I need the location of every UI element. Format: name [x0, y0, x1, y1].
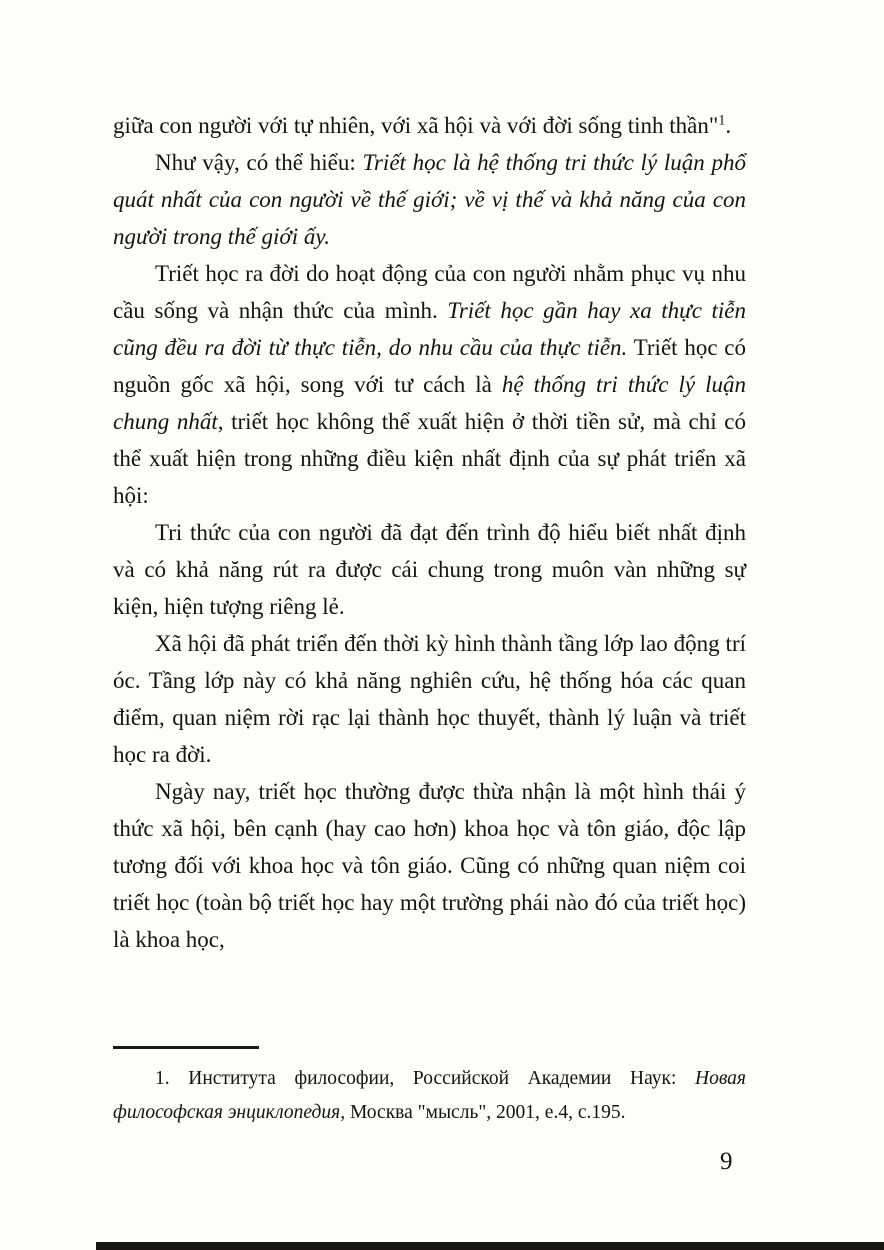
- text-segment: triết học không thể xuất hiện ở thời tiền sử, mà chỉ có thể xuất hiện trong những điều kiện nhất định của sự phát triển xã hội:: [113, 409, 746, 508]
- page-number: 9: [720, 1148, 733, 1175]
- paragraph: [113, 107, 746, 144]
- text-segment: Triết học ra đời do hoạt động của con người nhằm phục vụ nhu cầu sống và nhận thức của mình.: [113, 261, 746, 323]
- text-segment: Như vậy, có thể hiểu:: [155, 150, 363, 175]
- footnote-area: [113, 1046, 746, 1130]
- paragraph: [113, 625, 746, 773]
- footnote-separator: [113, 1046, 259, 1049]
- paragraph: [113, 255, 746, 514]
- scan-artifact-strip: [96, 1242, 884, 1250]
- text-segment: hệ thống tri thức lý luận chung nhất,: [113, 372, 747, 434]
- text-segment: Ngày nay, triết học thường được thừa nhận là một hình thái ý thức xã hội, bên cạnh (hay cao hơn) khoa học và tôn giáo, độc lập tương đối với khoa học và tôn giáo. Cũng có những quan niệm coi triết học (toàn bộ triết học hay một trường phái nào đó của triết học) là khoa học,: [113, 779, 746, 952]
- text-segment: Москва "мысль", 2001, е.4, с.195.: [345, 1102, 626, 1123]
- text-segment: Новая философская энциклопедия,: [113, 1068, 746, 1123]
- text-segment: .: [725, 113, 732, 138]
- footnote-text: [113, 1062, 746, 1130]
- text-segment: Tri thức của con người đã đạt đến trình độ hiểu biết nhất định và có khả năng rút ra được cái chung trong muôn vàn những sự kiện, hiện tượng riêng lẻ.: [113, 520, 746, 619]
- page-body-text: [113, 107, 746, 958]
- text-segment: 1: [718, 112, 726, 129]
- text-segment: Triết học có nguồn gốc xã hội, song với tư cách là: [113, 335, 746, 397]
- paragraph: [113, 144, 746, 255]
- text-segment: 1. Института философии, Российской Академии Наук:: [155, 1068, 696, 1089]
- text-segment: Triết học là hệ thống tri thức lý luận phổ quát nhất của con người về thế giới; về vị thế và khả năng của con người trong thế giới ấy.: [113, 150, 746, 249]
- paragraph: [113, 773, 746, 958]
- text-segment: Triết học gần hay xa thực tiễn cũng đều ra đời từ thực tiễn, do nhu cầu của thực tiễn.: [113, 298, 746, 360]
- text-segment: Xã hội đã phát triển đến thời kỳ hình thành tầng lớp lao động trí óc. Tầng lớp này có khả năng nghiên cứu, hệ thống hóa các quan điểm, quan niệm rời rạc lại thành học thuyết, thành lý luận và triết học ra đời.: [113, 631, 746, 767]
- text-segment: giữa con người với tự nhiên, với xã hội và với đời sống tinh thần": [113, 113, 719, 138]
- paragraph: [113, 514, 746, 625]
